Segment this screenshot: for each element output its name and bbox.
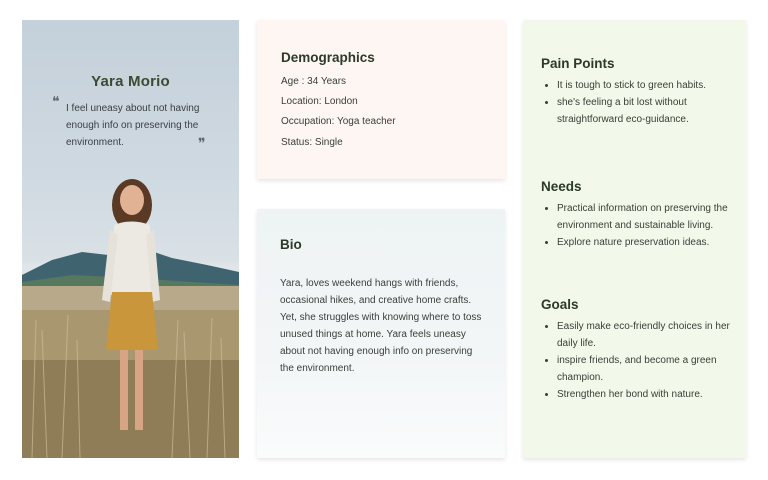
list-item: Easily make eco-friendly choices in her daily life.: [541, 318, 736, 352]
goals-title: Goals: [541, 297, 579, 312]
pain-points-title: Pain Points: [541, 56, 615, 71]
list-item: Strengthen her bond with nature.: [541, 386, 736, 403]
bio-title: Bio: [280, 237, 302, 252]
list-item: inspire friends, and become a green champion.: [541, 352, 736, 386]
open-quote-icon: ❝: [52, 94, 60, 110]
persona-name: Yara Morio: [91, 73, 170, 90]
close-quote-icon: ❞: [198, 136, 206, 152]
needs-list: [541, 200, 731, 251]
goals-list: [541, 318, 736, 403]
demographics-card: [257, 20, 505, 179]
needs-section: [541, 179, 731, 251]
demographics-title: Demographics: [281, 50, 375, 65]
goals-section: [541, 297, 736, 403]
bio-text: Yara, loves weekend hangs with friends, occasional hikes, and creative home crafts. Yet, she struggles with knowing where to toss unused things at home. Yara feels uneasy about not having enough info on preserving the environment.: [280, 278, 482, 374]
list-item: Explore nature preservation ideas.: [541, 234, 731, 251]
pain-points-section: [541, 56, 736, 128]
list-item: Practical information on preserving the environment and sustainable living.: [541, 200, 731, 234]
persona-quote: I feel uneasy about not having enough info on preserving the environment.: [66, 103, 200, 148]
demographics-age: Age : 34 Years: [281, 76, 347, 87]
demographics-location: Location: London: [281, 96, 358, 107]
bio-card: [257, 209, 505, 458]
needs-title: Needs: [541, 179, 582, 194]
insights-panel: [523, 20, 746, 458]
demographics-status: Status: Single: [281, 137, 343, 148]
demographics-occupation: Occupation: Yoga teacher: [281, 116, 396, 127]
persona-photo-card: [22, 20, 239, 458]
pain-points-list: [541, 77, 736, 128]
list-item: she's feeling a bit lost without straightforward eco-guidance.: [541, 94, 736, 128]
list-item: It is tough to stick to green habits.: [541, 77, 736, 94]
